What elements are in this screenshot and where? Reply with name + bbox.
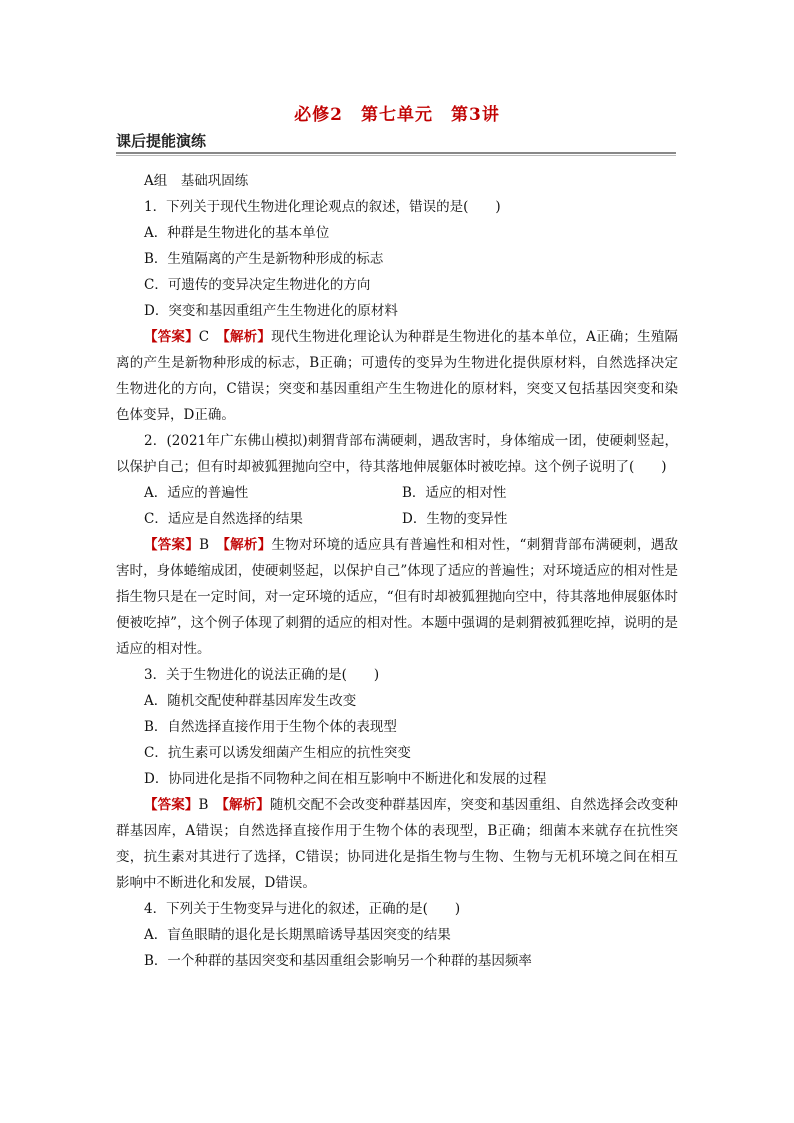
question-2-options-row-2 [116,506,678,532]
question-2-option-a: A．适应的普遍性 [144,485,249,501]
content [116,168,678,974]
question-2-answer [116,532,678,662]
question-1-option-b: B．生殖隔离的产生是新物种形成的标志 [144,251,384,267]
group-label: A组 基础巩固练 [144,173,249,189]
question-1-option-d: D．突变和基因重组产生生物进化的原材料 [144,303,398,319]
question-2-option-c: C．适应是自然选择的结果 [144,511,303,527]
question-2-option-b: B．适应的相对性 [402,485,507,501]
analysis-text: 现代生物进化理论认为种群是生物进化的基本单位，A正确；生殖隔离的产生是新物种形成的标志，B正确；可遗传的变异为生物进化提供原材料，自然选择决定生物进化的方向，C错误；突变和基因重组产生生物进化的原材料，突变又包括基因突变和染色体变异，D正确。 [116,329,679,423]
question-1-option-a: A．种群是生物进化的基本单位 [144,225,330,241]
answer-value: C [198,329,224,345]
question-1-stem: 1．下列关于现代生物进化理论观点的叙述，错误的是( ) [144,199,501,215]
answer-tag: 【答案】 [144,329,199,345]
question-3-option-c: C．抗生素可以诱发细菌产生相应的抗性突变 [144,745,411,761]
section-heading: 课后提能演练 [116,132,207,150]
analysis-tag: 【解析】 [223,329,272,345]
answer-tag: 【答案】 [144,537,200,553]
analysis-text: 随机交配不会改变种群基因库，突变和基因重组、自然选择会改变种群基因库，A错误；自然选择直接作用于生物个体的表现型，B正确；细菌本来就存在抗性突变，抗生素对其进行了选择，C错误；协同进化是指生物与生物、生物与无机环境之间在相互影响中不断进化和发展，D错误。 [116,797,679,891]
page-title: 必修2 第七单元 第3讲 [294,105,500,125]
question-4-stem: 4．下列关于生物变异与进化的叙述，正确的是( ) [144,901,461,917]
heading-rule-thin [116,155,676,156]
analysis-tag: 【解析】 [222,797,270,813]
question-2-stem: 2．(2021年广东佛山模拟)刺猬背部布满硬刺，遇敌害时，身体缩成一团，使硬刺竖起，以保护自己；但有时却被狐狸抛向空中，待其落地伸展躯体时被吃掉。这个例子说明了( ) [116,433,678,475]
answer-value: B [199,537,224,553]
question-4-option-a: A．盲鱼眼睛的退化是长期黑暗诱导基因突变的结果 [144,927,451,943]
question-4-option-b: B．一个种群的基因突变和基因重组会影响另一个种群的基因频率 [144,953,532,969]
question-1-option-c: C．可遗传的变异决定生物进化的方向 [144,277,371,293]
question-2-option-d: D．生物的变异性 [402,511,508,527]
question-3-answer [116,792,678,896]
heading-rule [116,152,676,154]
answer-tag: 【答案】 [144,797,199,813]
answer-value: B [198,797,223,813]
question-1-answer [116,324,678,428]
question-3-stem: 3．关于生物进化的说法正确的是( ) [144,667,380,683]
analysis-tag: 【解析】 [223,537,272,553]
question-3-option-a: A．随机交配使种群基因库发生改变 [144,693,357,709]
analysis-text: 生物对环境的适应具有普遍性和相对性，“刺猬背部布满硬刺，遇敌害时，身体蜷缩成团，使硬刺竖起，以保护自己”体现了适应的普遍性；对环境适应的相对性是指生物只是在一定时间，对一定环境的适应，“但有时却被狐狸抛向空中，待其落地伸展躯体时便被吃掉”，这个例子体现了刺猬的适应的相对性。本题中强调的是刺猬被狐狸吃掉，说明的是适应的相对性。 [116,537,679,657]
question-2-options-row-1 [116,480,678,506]
question-3-option-b: B．自然选择直接作用于生物个体的表现型 [144,719,397,735]
question-3-option-d: D．协同进化是指不同物种之间在相互影响中不断进化和发展的过程 [144,771,547,787]
